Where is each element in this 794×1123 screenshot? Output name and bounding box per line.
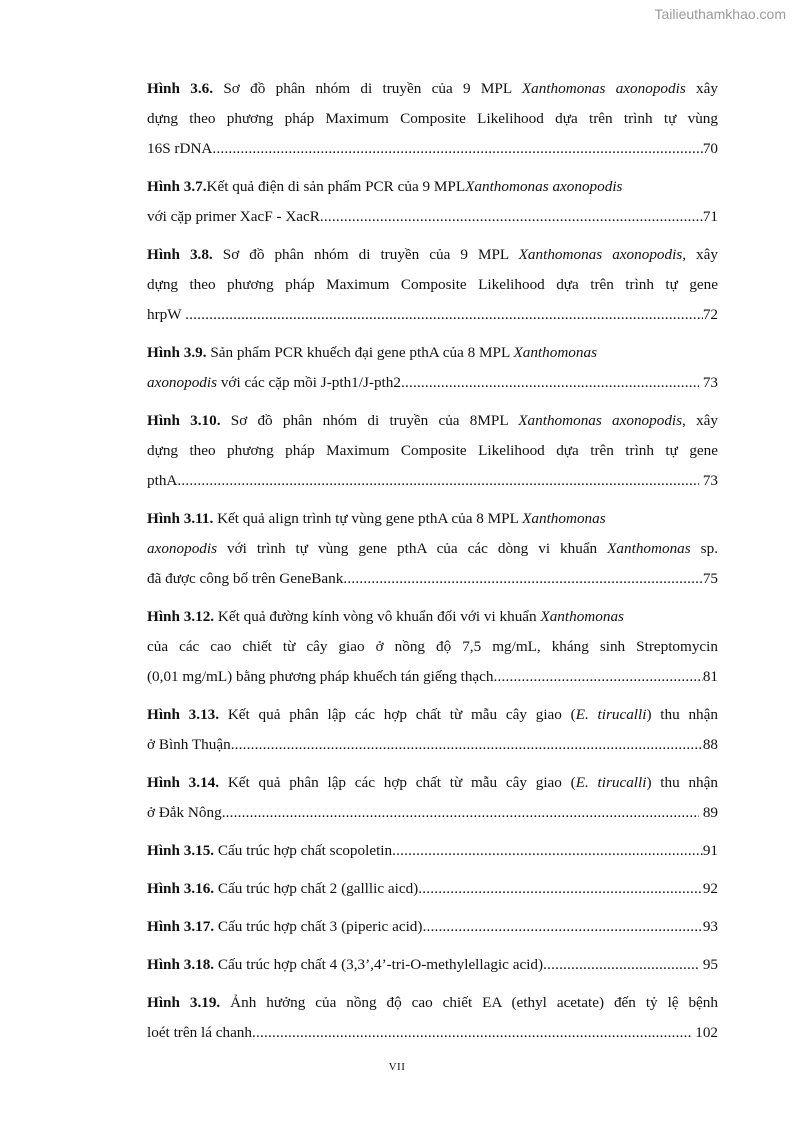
figure-label: Hình 3.19. bbox=[147, 994, 221, 1011]
entry-line bbox=[147, 730, 718, 760]
toc-entry-3-15[interactable] bbox=[147, 836, 718, 866]
entry-line bbox=[147, 202, 718, 232]
entry-line bbox=[147, 368, 718, 398]
species-name: Xanthomonas axonopodis bbox=[518, 412, 683, 429]
entry-line bbox=[147, 504, 718, 534]
page-number: 73 bbox=[699, 374, 718, 391]
entry-text: Cấu trúc hợp chất scopoletin bbox=[214, 842, 393, 859]
entry-text: dựng theo phương pháp Maximum Composite Likelihood dựa trên trình tự gene bbox=[147, 276, 718, 293]
toc-entry-3-14[interactable] bbox=[147, 768, 718, 828]
entry-text: Sơ đồ phân nhóm di truyền của 9 MPL bbox=[213, 80, 522, 97]
entry-text: Cấu trúc hợp chất 2 (galllic aicd) bbox=[214, 880, 419, 897]
dot-leader bbox=[494, 662, 703, 692]
page-number: 88 bbox=[702, 736, 718, 753]
page-number: 70 bbox=[702, 140, 718, 157]
entry-text: Cấu trúc hợp chất 4 (3,3’,4’-tri-O-methylellagic acid) bbox=[214, 956, 544, 973]
entry-text: sp. bbox=[690, 540, 718, 557]
entry-text: Sơ đồ phân nhóm di truyền của 9 MPL bbox=[212, 246, 519, 263]
page-footer-number: VII bbox=[388, 1061, 406, 1073]
page-number: 71 bbox=[702, 208, 718, 225]
entry-line bbox=[147, 874, 718, 904]
page-number: 93 bbox=[702, 918, 718, 935]
entry-line bbox=[147, 700, 718, 730]
entry-text: Sơ đồ phân nhóm di truyền của 8MPL bbox=[220, 412, 519, 429]
species-name: axonopodis bbox=[147, 374, 218, 391]
figure-label: Hình 3.12. bbox=[147, 608, 215, 625]
figure-label: Hình 3.10. bbox=[147, 412, 221, 429]
entry-line bbox=[147, 912, 718, 942]
entry-line bbox=[147, 564, 718, 594]
entry-text: với trình tự vùng gene pthA của các dòng vi khuẩn bbox=[217, 540, 608, 557]
dot-leader bbox=[320, 202, 703, 232]
entry-text: của các cao chiết từ cây giao ở nồng độ 7,5 mg/mL, kháng sinh Streptomycin bbox=[147, 638, 718, 655]
figure-label: Hình 3.11. bbox=[147, 510, 214, 527]
entry-text: pthA bbox=[147, 472, 178, 489]
entry-line bbox=[147, 768, 718, 798]
entry-text: với các cặp mồi J-pth1/J-pth2 bbox=[217, 374, 401, 391]
toc-entry-3-11[interactable] bbox=[147, 504, 718, 594]
entry-text: Ảnh hưởng của nồng độ cao chiết EA (ethyl acetate) đến tỷ lệ bệnh bbox=[220, 994, 718, 1011]
page-number: 95 bbox=[699, 956, 718, 973]
entry-text: đã được công bố trên GeneBank bbox=[147, 570, 344, 587]
dot-leader bbox=[222, 798, 699, 828]
page-number: 72 bbox=[702, 306, 718, 323]
entry-line bbox=[147, 602, 718, 632]
entry-line bbox=[147, 240, 718, 270]
entry-line bbox=[147, 172, 718, 202]
dot-leader bbox=[392, 836, 703, 866]
entry-text: ở Bình Thuận bbox=[147, 736, 231, 753]
species-name: Xanthomonas bbox=[540, 608, 624, 625]
entry-line bbox=[147, 104, 718, 134]
entry-text: dựng theo phương pháp Maximum Composite Likelihood dựa trên trình tự vùng bbox=[147, 110, 718, 127]
species-name: E. tirucalli bbox=[575, 774, 647, 791]
dot-leader bbox=[343, 564, 702, 594]
toc-entry-3-7[interactable] bbox=[147, 172, 718, 232]
entry-text: ở Đắk Nông bbox=[147, 804, 222, 821]
entry-line bbox=[147, 950, 718, 980]
species-name: Xanthomonas bbox=[513, 344, 597, 361]
toc-entry-3-8[interactable] bbox=[147, 240, 718, 330]
dot-leader bbox=[543, 950, 699, 980]
entry-text: hrpW bbox=[147, 306, 186, 323]
dot-leader bbox=[212, 134, 702, 164]
entry-text: Cấu trúc hợp chất 3 (piperic acid) bbox=[214, 918, 423, 935]
figure-label: Hình 3.13. bbox=[147, 706, 220, 723]
entry-text: ) thu nhận bbox=[646, 774, 718, 791]
entry-text: (0,01 mg/mL) bằng phương pháp khuếch tán giếng thạch bbox=[147, 668, 494, 685]
figure-label: Hình 3.7. bbox=[147, 178, 207, 195]
entry-text: Kết quả điện di sản phẩm PCR của 9 MPL bbox=[206, 178, 466, 195]
page-number: 92 bbox=[702, 880, 718, 897]
entry-line bbox=[147, 534, 718, 564]
page-number: 91 bbox=[702, 842, 718, 859]
entry-text: Kết quả đường kính vòng vô khuẩn đối với vi khuẩn bbox=[214, 608, 541, 625]
dot-leader bbox=[185, 300, 703, 330]
entry-line bbox=[147, 466, 718, 496]
toc-entry-3-6[interactable] bbox=[147, 74, 718, 164]
entry-text: xây bbox=[686, 246, 718, 263]
species-name: axonopodis bbox=[147, 540, 218, 557]
entry-line bbox=[147, 134, 718, 164]
entry-text: ) thu nhận bbox=[646, 706, 718, 723]
page-number: 75 bbox=[702, 570, 718, 587]
entry-text: , xây bbox=[682, 412, 718, 429]
entry-text: với cặp primer XacF - XacR bbox=[147, 208, 320, 225]
entry-line bbox=[147, 74, 718, 104]
dot-leader bbox=[422, 912, 702, 942]
entry-text: xây bbox=[685, 80, 718, 97]
entry-line bbox=[147, 300, 718, 330]
entry-text: Kết quả phân lập các hợp chất từ mẫu cây giao ( bbox=[219, 706, 576, 723]
species-name: Xanthomonas axonopodis bbox=[521, 80, 686, 97]
dot-leader bbox=[418, 874, 703, 904]
entry-text: dựng theo phương pháp Maximum Composite Likelihood dựa trên trình tự gene bbox=[147, 442, 718, 459]
entry-line bbox=[147, 338, 718, 368]
entry-text: Sản phẩm PCR khuếch đại gene pthA của 8 MPL bbox=[206, 344, 514, 361]
toc-entry-3-17[interactable] bbox=[147, 912, 718, 942]
species-name: Xanthomonas axonopodis, bbox=[518, 246, 687, 263]
species-name: Xanthomonas bbox=[522, 510, 606, 527]
figure-label: Hình 3.9. bbox=[147, 344, 207, 361]
species-name: Xanthomonas axonopodis bbox=[465, 178, 623, 195]
species-name: E. tirucalli bbox=[575, 706, 647, 723]
watermark: Tailieuthamkhao.com bbox=[654, 6, 786, 22]
toc-entry-3-10[interactable] bbox=[147, 406, 718, 496]
page-number: 73 bbox=[699, 472, 718, 489]
figure-label: Hình 3.14. bbox=[147, 774, 220, 791]
toc-entry-3-9[interactable] bbox=[147, 338, 718, 398]
toc-entry-3-12[interactable] bbox=[147, 602, 718, 692]
dot-leader bbox=[252, 1018, 691, 1048]
entry-text: loét trên lá chanh bbox=[147, 1024, 252, 1041]
toc-entry-3-18[interactable] bbox=[147, 950, 718, 980]
list-of-figures bbox=[147, 74, 718, 1056]
toc-entry-3-16[interactable] bbox=[147, 874, 718, 904]
entry-line bbox=[147, 1018, 718, 1048]
page-number: 89 bbox=[699, 804, 718, 821]
page-number: 81 bbox=[702, 668, 718, 685]
figure-label: Hình 3.8. bbox=[147, 246, 213, 263]
entry-text: Kết quả phân lập các hợp chất từ mẫu cây giao ( bbox=[219, 774, 576, 791]
dot-leader bbox=[177, 466, 699, 496]
figure-label: Hình 3.16. bbox=[147, 880, 215, 897]
entry-line bbox=[147, 988, 718, 1018]
entry-line bbox=[147, 836, 718, 866]
entry-line bbox=[147, 798, 718, 828]
species-name: Xanthomonas bbox=[607, 540, 691, 557]
entry-line bbox=[147, 406, 718, 436]
entry-line bbox=[147, 270, 718, 300]
entry-line bbox=[147, 632, 718, 662]
entry-line bbox=[147, 436, 718, 466]
entry-line bbox=[147, 662, 718, 692]
entry-text: Kết quả align trình tự vùng gene pthA của 8 MPL bbox=[213, 510, 523, 527]
dot-leader bbox=[231, 730, 703, 760]
figure-label: Hình 3.17. bbox=[147, 918, 215, 935]
page-number: 102 bbox=[691, 1024, 718, 1041]
toc-entry-3-13[interactable] bbox=[147, 700, 718, 760]
figure-label: Hình 3.6. bbox=[147, 80, 214, 97]
entry-text: 16S rDNA bbox=[147, 140, 213, 157]
figure-label: Hình 3.18. bbox=[147, 956, 215, 973]
toc-entry-3-19[interactable] bbox=[147, 988, 718, 1048]
dot-leader bbox=[401, 368, 699, 398]
figure-label: Hình 3.15. bbox=[147, 842, 215, 859]
